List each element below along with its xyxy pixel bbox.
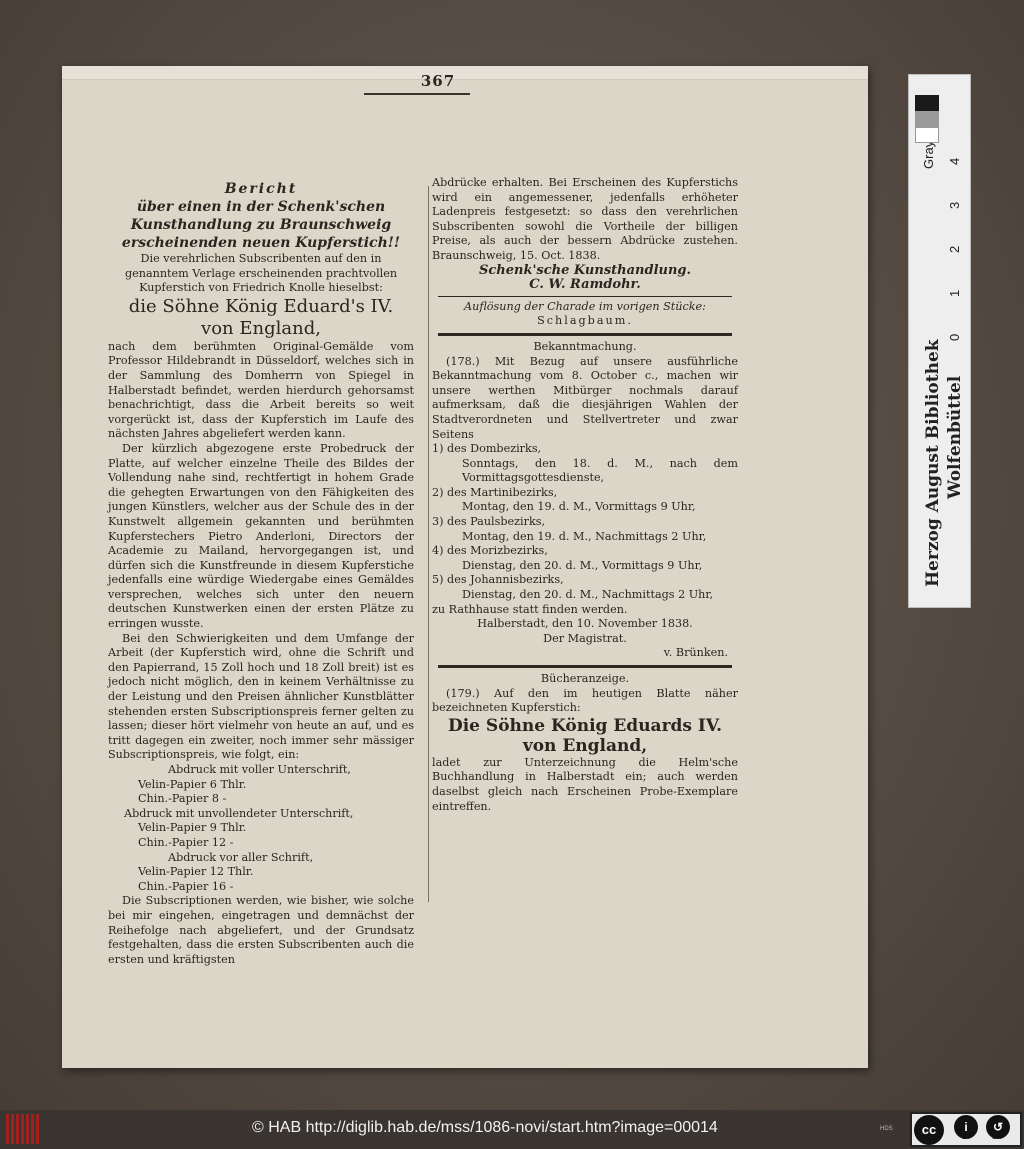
cc-icon: cc [914, 1115, 944, 1145]
gray-scale-bar [908, 74, 971, 608]
report-subtitle-3: erscheinenden neuen Kupferstich!! [121, 235, 401, 251]
books-title-1: Die Söhne König Eduards IV. [447, 715, 722, 736]
scale-tick-4: 4 [947, 157, 962, 165]
price-heading-1: Abdruck mit voller Unterschrift, [168, 763, 351, 776]
cc-license-badge[interactable] [910, 1112, 1022, 1147]
signature-firm: Schenk'sche Kunsthandlung. [478, 262, 692, 278]
district-4 [432, 544, 738, 573]
work-title-2: von England, [201, 317, 321, 339]
gray-scale-bar-content [909, 75, 972, 609]
district-3 [432, 515, 738, 544]
gray-swatch-white [915, 127, 939, 143]
intro-line-2: genanntem Verlage erscheinenden prachtvollen [124, 266, 398, 280]
scale-tick-3: 3 [947, 201, 962, 209]
notice-signer-name: v. Brünken. [663, 646, 728, 660]
charade-heading: Auflösung der Charade im vorigen Stücke: [464, 299, 706, 313]
notice-heading: Bekanntmachung. [533, 339, 637, 353]
section-rule [438, 296, 732, 297]
scale-tick-1: 1 [947, 289, 962, 297]
cc-by-icon: i [954, 1115, 978, 1139]
paragraph-4: Die Subscriptionen werden, wie bisher, wie solche bei mir eingehen, eingetragen und demnächst der Reihefolge nach abgeliefert, und der Grundsatz festgehalten, dass die ersten Subscribenten auch die ersten und kräftigsten [108, 894, 414, 966]
district-label: 5) des Johannisbezirks, [432, 573, 564, 587]
cc-sa-icon: ↺ [986, 1115, 1010, 1139]
cc-sa-label: SA [992, 1134, 1002, 1141]
price-row-3a: Velin-Papier 12 Thlr. [138, 865, 254, 879]
page-number: 367 [420, 72, 456, 90]
gray-swatch-mid [915, 111, 939, 127]
district-1 [432, 442, 738, 486]
paragraph-3: Bei den Schwierigkeiten und dem Umfange der Arbeit (der Kupferstich wird, ohne die Schrift und den Papierrand, 15 Zoll hoch und 18 Zoll breit) ist es jedoch nicht möglich, den in keinem Verhältnisse zu der Leistung und den Preisen ähnlicher Kunstblätter stehenden ersten Subscriptionspreis ferner gelten zu lassen; dieser hört vielmehr von heute an auf, und es tritt dagegen ein zweiter, noch immer sehr mässiger Subscriptionspreis, wie folgt, ein: [108, 631, 414, 762]
notice-intro: (178.) Mit Bezug auf unsere ausführliche Bekanntmachung vom 8. October c., machen wir unsere werthen Mitbürger nochmals darauf aufmerksam, daß die diesjährigen Wahlen der Stadtverordneten und Stellvertreter und zwar Seitens [432, 354, 738, 441]
notice-signer: Der Magistrat. [543, 631, 627, 645]
signature-name: C. W. Ramdohr. [529, 277, 641, 293]
district-label: 3) des Paulsbezirks, [432, 515, 546, 529]
cc-by-label: BY [962, 1134, 972, 1141]
hab-logo-icon [6, 1114, 46, 1144]
district-time: Sonntags, den 18. d. M., nach dem Vormittagsgottesdienste, [462, 456, 738, 485]
price-row-1a: Velin-Papier 6 Thlr. [138, 777, 247, 791]
district-time: Dienstag, den 20. d. M., Nachmittags 2 Uhr, [462, 588, 714, 602]
books-body: ladet zur Unterzeichnung die Helm'sche Buchhandlung in Halberstadt ein; auch werden daselbst gleich nach Erscheinen Probe-Exemplare eintreffen. [432, 755, 738, 813]
books-heading: Bücheranzeige. [540, 672, 630, 685]
right-column [432, 176, 738, 814]
district-time: Montag, den 19. d. M., Vormittags 9 Uhr, [462, 500, 696, 514]
price-row-2b: Chin.-Papier 12 - [138, 835, 234, 849]
paragraph-1: nach dem berühmten Original-Gemälde vom Professor Hildebrandt in Düsseldorf, welches sich in der Sammlung des Domherrn von Spiegel in Halberstadt befindet, werden hierdurch gehorsamst benachrichtigt, dass die Arbeit bereits so weit vorgerückt ist, dass der Kupferstich im Laufe des nächsten Jahres abgeliefert werden kann. [108, 339, 414, 441]
district-time: Dienstag, den 20. d. M., Vormittags 9 Uhr, [462, 558, 703, 572]
books-title-2: von England, [522, 735, 648, 756]
price-row-3b: Chin.-Papier 16 - [138, 879, 234, 893]
paragraph-2: Der kürzlich abgezogene erste Probedruck der Platte, auf welcher einzelne Theile des Bildes der Vollendung nahe sind, rechtfertigt in hohem Grade die gehegten Erwartungen von den Fähigkeiten des jungen Künstlers, welcher aus der Schule des in der Kunstwelt allgemein gekannten und berühmten Kupferstechers Pietro Anderloni, Directors der Academie zu Mailand, hervorgegangen ist, und dürfen sich die Kunstfreunde in diesem Kupferstiche jedenfalls eine würdige Wiedergabe eines Gemäldes versprechen, welches sich unter den neuern deutschen Kunstwerken einen der ersten Plätze zu erringen wusste. [108, 441, 414, 631]
intro-line-3: Kupferstich von Friedrich Knolle hieselbst: [139, 281, 383, 295]
notice-date: Halberstadt, den 10. November 1838. [477, 617, 693, 631]
footer-bar [0, 1110, 1024, 1149]
district-label: 2) des Martinibezirks, [432, 485, 558, 499]
scale-tick-0: 0 [947, 333, 962, 341]
section-rule-thick [438, 333, 732, 336]
price-row-2a: Velin-Papier 9 Thlr. [138, 821, 247, 835]
work-title-1: die Söhne König Eduard's IV. [128, 295, 394, 317]
gray-swatch-black [915, 95, 939, 111]
district-label: 1) des Dombezirks, [432, 442, 542, 456]
page-number-rule [364, 93, 470, 95]
library-city: Wolfenbüttel [945, 375, 965, 499]
price-heading-3: Abdruck vor aller Schrift, [168, 850, 314, 864]
district-label: 4) des Morizbezirks, [432, 544, 548, 558]
district-time: Montag, den 19. d. M., Nachmittags 2 Uhr, [462, 529, 707, 543]
footer-small-mark: HDS [880, 1126, 893, 1132]
column-divider [428, 186, 429, 902]
intro-line-1: Die verehrlichen Subscribenten auf den in [140, 252, 382, 265]
report-title: Bericht [224, 181, 298, 197]
library-name: Herzog August Bibliothek [923, 339, 943, 587]
report-subtitle-1: über einen in der Schenk'schen [136, 199, 386, 215]
price-row-1b: Chin.-Papier 8 - [138, 792, 227, 806]
section-rule-thick-2 [438, 665, 732, 668]
district-2 [432, 486, 738, 515]
notice-closing: zu Rathhause statt finden werden. [432, 602, 628, 616]
books-intro: (179.) Auf den im heutigen Blatte näher bezeichneten Kupferstich: [432, 686, 738, 715]
district-5 [432, 573, 738, 602]
report-subtitle-2: Kunsthandlung zu Braunschweig [130, 217, 392, 233]
footer-copyright-link[interactable]: © HAB http://diglib.hab.de/mss/1086-novi/start.htm?image=00014 [252, 1119, 718, 1136]
scale-tick-2: 2 [947, 245, 962, 253]
price-heading-2: Abdruck mit unvollendeter Unterschrift, [124, 806, 354, 820]
charade-answer: Schlagbaum. [537, 314, 633, 328]
continuation-text: Abdrücke erhalten. Bei Erscheinen des Kupferstichs wird ein angemessener, jedenfalls erhöheter Ladenpreis festgesetzt: so dass den verehrlichen Subscribenten sowohl die Vortheile der billigen Preise, als auch der bessern Abdrücke zustehen. Braunschweig, 15. Oct. 1838. [432, 176, 738, 262]
left-column [108, 180, 414, 967]
